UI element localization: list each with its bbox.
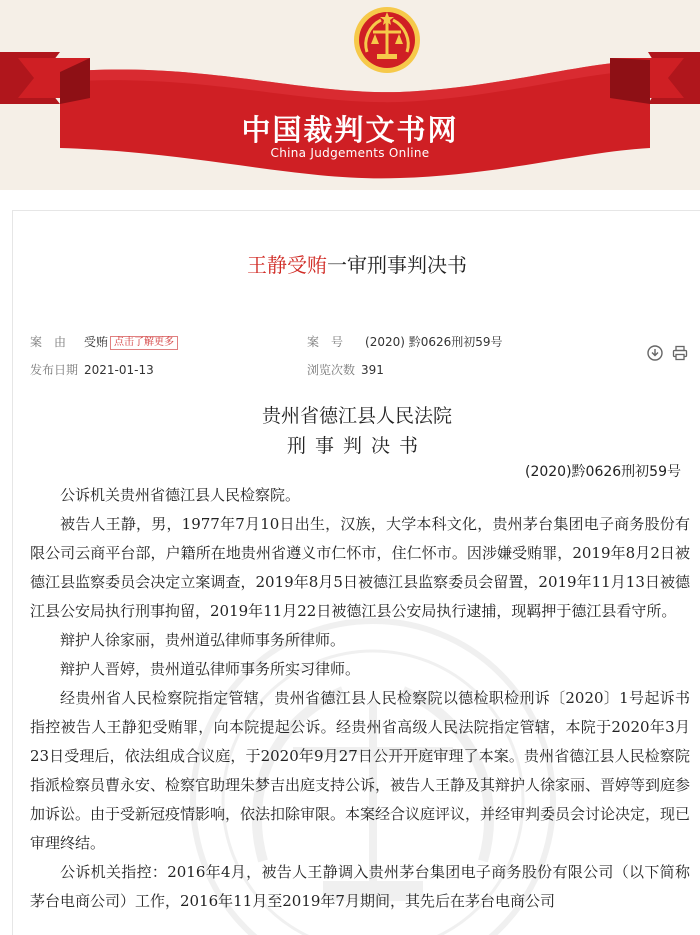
case-no-label: 案号 [307,335,356,349]
site-title: 中国裁判文书网 [241,113,459,147]
title-highlight: 王静受贿 [247,253,327,277]
title-rest: 一审刑事判决书 [327,253,467,277]
banner-spacer [0,190,700,210]
cause-label: 案由 [30,335,79,349]
document-type: 刑事判决书 [286,435,427,457]
publish-value: 2021-01-13 [84,363,154,377]
judgment-body [30,481,690,916]
meta-cause [30,333,178,350]
paragraph-defendant: 被告人王静，男，1977年7月10日出生，汉族，大学本科文化，贵州茅台集团电子商务股份有限公司云商平台部，户籍所在地贵州省遵义市仁怀市，住仁怀市。因涉嫌受贿罪，2019年8月2日被德江县监察委员会决定立案调查，2019年8月5日被德江县监察委员会留置，2019年11月13日被德江县公安局执行刑事拘留，2019年11月22日被德江县公安局执行逮捕，现羁押于德江县看守所。 [30,515,690,620]
red-ribbon-graphic [0,0,700,190]
publish-label: 发布日期 [30,363,79,377]
cause-value: 受贿 [84,335,109,349]
meta-publish-date [30,361,154,378]
paragraph-defender-2: 辩护人晋婷，贵州道弘律师事务所实习律师。 [60,660,361,678]
case-no-value: (2020) 黔0626刑初59号 [365,335,503,349]
paragraph-charge: 公诉机关指控：2016年4月，被告人王静调入贵州茅台集团电子商务股份有限公司（以下简称茅台电商公司）工作，2016年11月至2019年7月期间，其先后在茅台电商公司 [30,863,690,910]
learn-more-tag[interactable]: 点击了解更多 [110,336,178,350]
paragraph-procedure: 经贵州省人民检察院指定管辖，贵州省德江县人民检察院以德检职检刑诉〔2020〕1号起诉书指控被告人王静犯受贿罪，向本院提起公诉。经贵州省高级人民法院指定管辖，本院于2020年3月23日受理后，依法组成合议庭，于2020年9月27日公开开庭审理了本案。贵州省德江县人民检察院指派检察员曹永安、检察官助理朱梦吉出庭支持公诉，被告人王静及其辩护人徐家丽、晋婷等到庭参加诉讼。由于受新冠疫情影响，依法扣除审限。本案经合议庭评议，并经审判委员会讨论决定，现已审理终结。 [30,689,691,852]
paragraph-defender-1: 辩护人徐家丽，贵州道弘律师事务所律师。 [60,631,346,649]
court-emblem-icon [353,6,421,74]
meta-views [307,361,384,378]
download-icon[interactable] [647,345,663,365]
court-name: 贵州省德江县人民法院 [261,405,452,427]
document-title [13,249,700,278]
case-number: (2020)黔0626刑初59号 [525,464,681,480]
judgment-document [12,210,700,935]
document-tools [643,345,688,365]
print-icon[interactable] [672,345,688,365]
paragraph-prosecutor: 公诉机关贵州省德江县人民检察院。 [60,486,301,504]
site-subtitle: China Judgements Online [270,146,430,160]
meta-case-no [307,333,503,350]
site-header [0,0,700,190]
views-label: 浏览次数 [307,363,356,377]
views-value: 391 [361,363,384,377]
